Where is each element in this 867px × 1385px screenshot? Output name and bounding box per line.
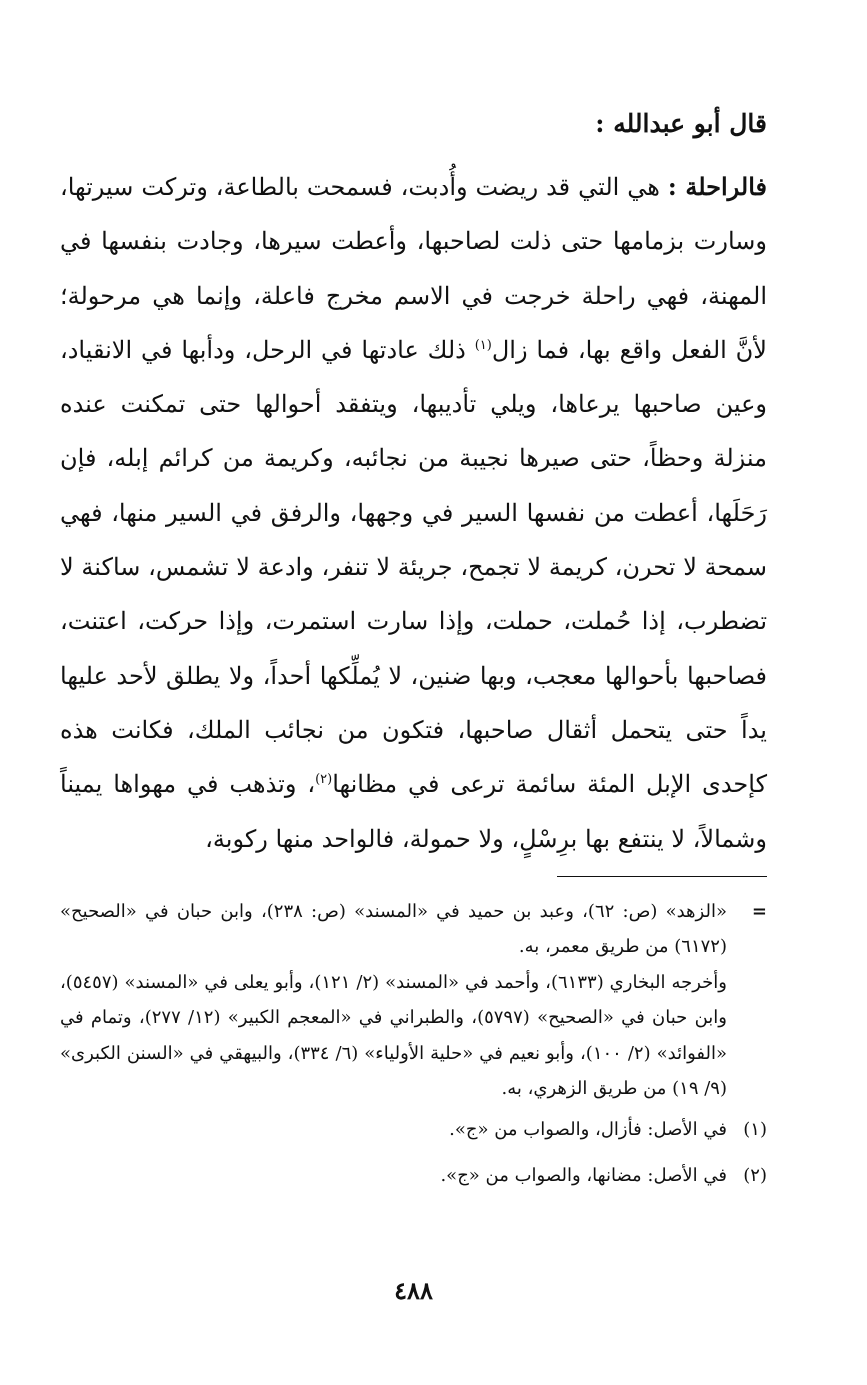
footnote-separator — [557, 876, 767, 877]
footnote-1-number: (١) — [743, 1119, 767, 1141]
paragraph-lead: فالراحلة : — [667, 172, 767, 201]
footnote-1-text: في الأصل: فأزال، والصواب من «ج». — [449, 1119, 727, 1141]
continuation-marker: = — [751, 901, 767, 922]
footnote-2-number: (٢) — [743, 1165, 767, 1187]
footnotes-section — [60, 894, 767, 1198]
continuation-paragraph-2: وأخرجه البخاري (٦١٣٣)، وأحمد في «المسند» (٢/ ١٢١)، وأبو يعلى في «المسند» (٥٤٥٧)، وابن حبان في «الصحيح» (٥٧٩٧)، والطبراني في «المعجم الكبير» (١٢/ ٢٧٧)، وتمام في «الفوائد» (٢/ ١٠٠)، وأبو نعيم في «حلية الأولياء» (٦/ ٣٣٤)، والبيهقي في «السنن الكبرى» (٩/ ١٩) من طريق الزهري، به. — [60, 971, 727, 1100]
continuation-paragraph-1: «الزهد» (ص: ٦٢)، وعبد بن حميد في «المسند» (ص: ٢٣٨)، وابن حبان في «الصحيح» (٦١٧٢) من طريق معمر، به. — [60, 901, 727, 958]
section-heading: قال أبو عبدالله : — [595, 109, 767, 138]
footnote-ref-2[interactable]: (٢) — [315, 772, 333, 788]
book-page — [60, 0, 767, 1385]
main-paragraph — [60, 160, 767, 866]
paragraph-text-part-3: ، وتذهب في مهواها يميناً وشمالاً، لا ينتفع بها برِسْلٍ، ولا حمولة، فالواحد منها ركوبة، — [60, 770, 767, 853]
page-number: ٤٨٨ — [394, 1276, 433, 1305]
continuation-body — [60, 894, 727, 1106]
footnote-ref-1[interactable]: (١) — [474, 337, 492, 353]
footnote-2-text: في الأصل: مضانها، والصواب من «ج». — [440, 1165, 727, 1187]
paragraph-text-part-2: ذلك عادتها في الرحل، ودأبها في الانقياد، وعين صاحبها يرعاها، ويلي تأديبها، ويتفقد أحوالها حتى تمكنت عنده منزلة وحظاً، حتى صيرها نجيبة من نجائبه، وكريمة من كرائم إبله، فإن رَحَلَها، أعطت من نفسها السير في وجهها، والرفق في السير منها، فهي سمحة لا تحرن، كريمة لا تجمح، جريئة لا تنفر، وادعة لا تشمس، ساكنة لا تضطرب، إذا حُملت، حملت، وإذا سارت استمرت، وإذا حركت، اعتنت، فصاحبها بأحوالها معجب، وبها ضنين، لا يُملِّكها أحداً، ولا يطلق لأحد عليها يداً حتى يتحمل أثقال صاحبها، فتكون من نجائب الملك، فكانت هذه كإحدى الإبل المئة سائمة ترعى في مظانها — [60, 335, 767, 799]
paragraph-text-part-1: هي التي قد ريضت وأُدبت، فسمحت بالطاعة، وتركت سيرتها، وسارت بزمامها حتى ذلت لصاحبها، وأعطت سيرها، وجادت بنفسها في المهنة، فهي راحلة خرجت في الاسم مخرج فاعلة، وإنما هي مرحولة؛ لأنَّ الفعل واقع بها، فما زال — [60, 173, 767, 364]
footnote-1 — [60, 1108, 767, 1152]
footnote-continuation — [60, 894, 767, 1106]
footnote-2 — [60, 1154, 767, 1198]
